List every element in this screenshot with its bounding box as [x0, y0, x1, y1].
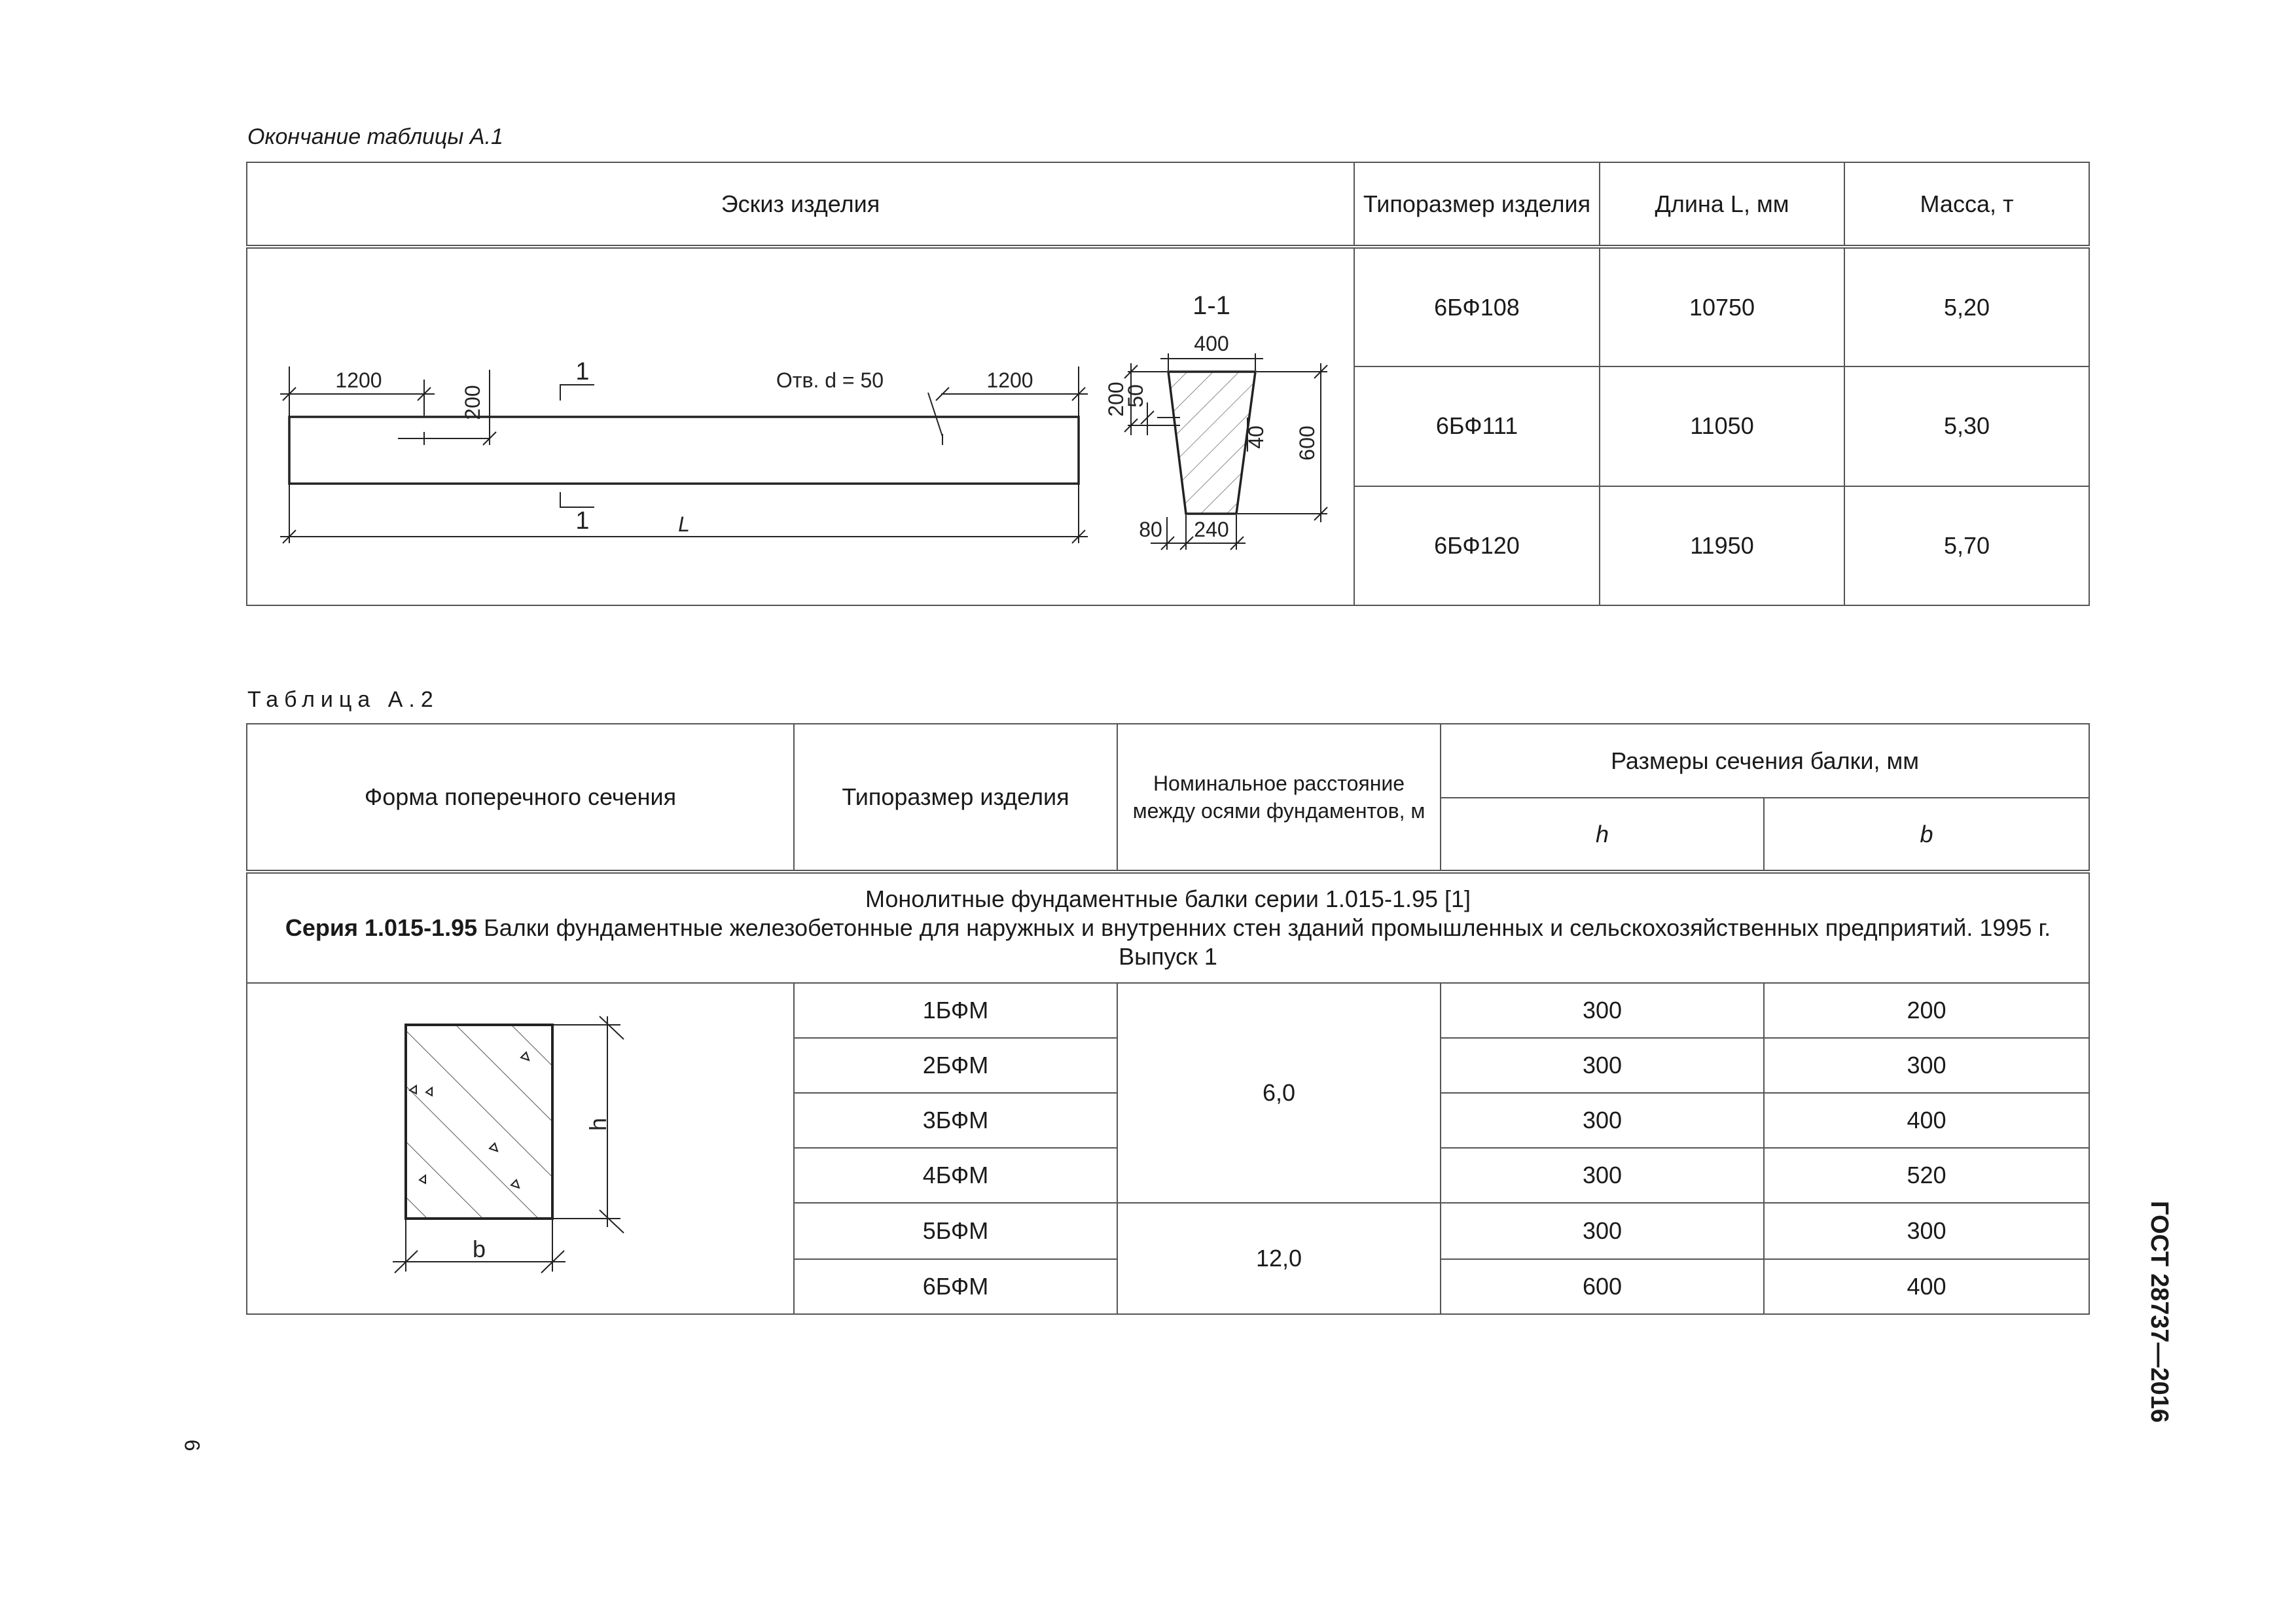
- dim-50: 50: [1124, 384, 1147, 408]
- table-a2: [246, 723, 2090, 1315]
- dim-height: 600: [1295, 425, 1319, 461]
- section-drawing-cell: [247, 983, 794, 1314]
- r3-h: 300: [1441, 1093, 1764, 1148]
- beam-sketch: [247, 249, 1355, 605]
- rect-section-drawing: [247, 984, 795, 1313]
- series-bold: Серия 1.015-1.95: [285, 914, 478, 941]
- distance-2: 12,0: [1117, 1203, 1441, 1314]
- table2-caption: Таблица А.2: [247, 687, 439, 712]
- r1-h: 300: [1441, 983, 1764, 1038]
- dim-left-offset: 1200: [335, 368, 382, 392]
- series-title: Монолитные фундаментные балки серии 1.015-1.95 [1]: [865, 885, 1471, 912]
- row3-length: 11950: [1600, 486, 1844, 605]
- row3-mass: 5,70: [1844, 486, 2089, 605]
- header-mass: Масса, т: [1844, 162, 2089, 247]
- header-type: Типоразмер изделия: [1354, 162, 1600, 247]
- dim-200: 200: [1104, 382, 1128, 417]
- header-h: h: [1441, 798, 1764, 872]
- rect-section: [406, 1025, 552, 1219]
- r5-type: 5БФМ: [794, 1203, 1117, 1259]
- standard-code: ГОСТ 28737—2016: [2145, 1201, 2173, 1423]
- hole-label: Отв. d = 50: [776, 368, 884, 392]
- dim-hole-offset: 200: [461, 385, 484, 420]
- header-length: Длина L, мм: [1600, 162, 1844, 247]
- r3-b: 400: [1764, 1093, 2089, 1148]
- r4-b: 520: [1764, 1148, 2089, 1203]
- dim-bottom-offset: 80: [1139, 518, 1162, 541]
- header-shape: Форма поперечного сечения: [247, 724, 794, 872]
- page-number: 6: [180, 1439, 204, 1452]
- section-h-label: h: [584, 1117, 611, 1132]
- r6-b: 400: [1764, 1259, 2089, 1314]
- row1-length: 10750: [1600, 247, 1844, 366]
- header-sketch: Эскиз изделия: [247, 162, 1354, 247]
- table1-caption: Окончание таблицы А.1: [247, 124, 503, 149]
- row1-type: 6БФ108: [1354, 247, 1600, 366]
- row1-mass: 5,20: [1844, 247, 2089, 366]
- dim-40: 40: [1244, 425, 1268, 449]
- r2-b: 300: [1764, 1038, 2089, 1093]
- row2-length: 11050: [1600, 366, 1844, 486]
- dim-bottom-width: 240: [1194, 518, 1229, 541]
- r4-h: 300: [1441, 1148, 1764, 1203]
- section-mark-bottom: 1: [575, 507, 590, 535]
- row3-type: 6БФ120: [1354, 486, 1600, 605]
- r1-type: 1БФМ: [794, 983, 1117, 1038]
- section-mark-top: 1: [575, 358, 590, 385]
- header-distance: Номинальное расстояние между осями фундаментов, м: [1117, 724, 1441, 872]
- distance-1: 6,0: [1117, 983, 1441, 1203]
- series-info: [247, 872, 2089, 983]
- header-b: b: [1764, 798, 2089, 872]
- length-label: L: [678, 512, 690, 536]
- dim-top-width: 400: [1194, 332, 1229, 355]
- r6-type: 6БФМ: [794, 1259, 1117, 1314]
- r5-b: 300: [1764, 1203, 2089, 1259]
- r2-type: 2БФМ: [794, 1038, 1117, 1093]
- header-dims: Размеры сечения балки, мм: [1441, 724, 2089, 798]
- r3-type: 3БФМ: [794, 1093, 1117, 1148]
- r6-h: 600: [1441, 1259, 1764, 1314]
- section-title: 1-1: [1193, 291, 1230, 320]
- table-a1: [246, 162, 2090, 606]
- header-type2: Типоразмер изделия: [794, 724, 1117, 872]
- r4-type: 4БФМ: [794, 1148, 1117, 1203]
- beam-body: [289, 417, 1079, 484]
- row2-type: 6БФ111: [1354, 366, 1600, 486]
- r5-h: 300: [1441, 1203, 1764, 1259]
- r1-b: 200: [1764, 983, 2089, 1038]
- r2-h: 300: [1441, 1038, 1764, 1093]
- dim-right-offset: 1200: [986, 368, 1033, 392]
- sketch-cell: [247, 247, 1354, 605]
- section-b-label: b: [472, 1236, 486, 1262]
- series-desc: Балки фундаментные железобетонные для наружных и внутренних стен зданий промышленных и сельскохозяйственных предприятий. 1995 г. Выпуск 1: [484, 914, 2051, 970]
- row2-mass: 5,30: [1844, 366, 2089, 486]
- section-1-1: [1168, 372, 1255, 514]
